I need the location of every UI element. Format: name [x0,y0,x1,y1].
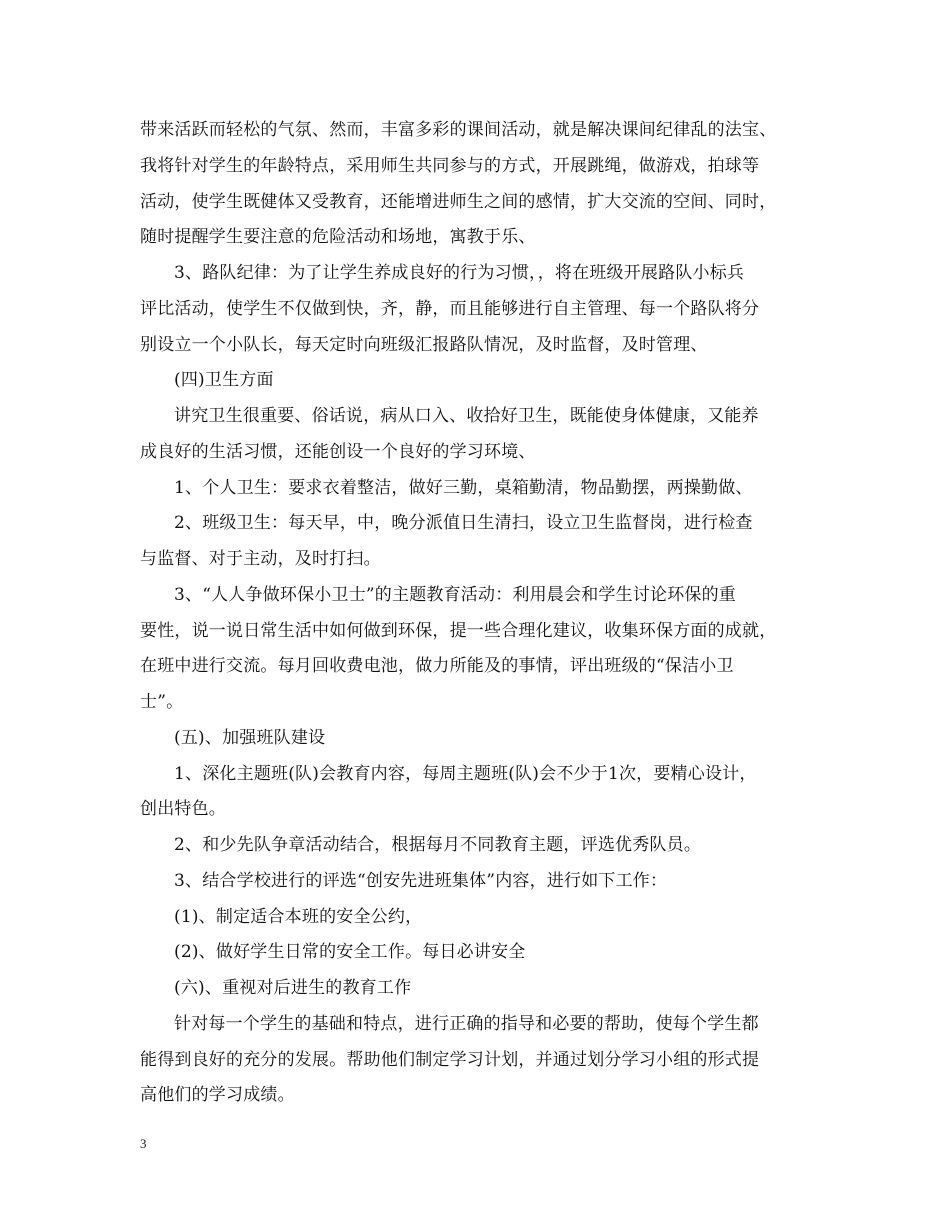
text-line: 能得到良好的充分的发展。帮助他们制定学习计划，并通过划分学习小组的形式提 [140,1049,760,1070]
text-line: 3、“人人争做环保小卫士”的主题教育活动：利用晨会和学生讨论环保的重 [174,584,736,605]
text-line: (六)、重视对后进生的教育工作 [174,978,412,998]
text-line: 评比活动，使学生不仅做到快，齐，静，而且能够进行自主管理、每一个路队将分 [140,298,760,319]
text-line: 讲究卫生很重要、俗话说，病从口入、收拾好卫生，既能使身体健康，又能养 [174,406,759,426]
text-line: (1)、制定适合本班的安全公约， [174,906,423,927]
text-line: 别设立一个小队长，每天定时向班级汇报路队情况，及时监督，及时管理、 [140,334,708,355]
page-number: 3 [140,1136,147,1151]
text-line: 要性，说一说日常生活中如何做到环保，提一些合理化建议，收集环保方面的成就， [140,620,777,641]
text-line: 2、班级卫生：每天早，中，晚分派值日生清扫，设立卫生监督岗，进行检查 [174,513,753,534]
text-line: 我将针对学生的年龄特点，采用师生共同参与的方式，开展跳绳，做游戏，拍球等 [140,155,760,176]
text-line: 3、路队纪律：为了让学生养成良好的行为习惯，，将在班级开展路队小标兵 [174,263,745,283]
text-line: 随时提醒学生要注意的危险活动和场地，寓教于乐、 [140,227,536,248]
text-line: 在班中进行交流。每月回收费电池，做力所能及的事情，评出班级的“保洁小卫 [140,656,734,677]
text-line: 成良好的生活习惯，还能创设一个良好的学习环境、 [140,441,536,462]
text-line: 3、结合学校进行的评选“创安先进班集体”内容，进行如下工作： [174,870,668,891]
text-line: 创出特色。 [140,799,226,820]
text-line: 1、深化主题班(队)会教育内容，每周主题班(队)会不少于1次，要精心设计， [174,763,757,784]
text-line: (五)、加强班队建设 [174,727,326,748]
text-line: 2、和少先队争章活动结合，根据每月不同教育主题，评选优秀队员。 [174,835,702,855]
text-line: 士”。 [140,692,184,712]
text-line: 高他们的学习成绩。 [140,1085,295,1106]
text-line: 1、个人卫生：要求衣着整洁，做好三勤，桌箱勤清，物品勤摆，两操勤做、 [174,477,753,498]
text-line: (四)卫生方面 [174,370,274,391]
text-line: 与监督、对于主动，及时打扫。 [140,549,381,569]
text-line: 带来活跃而轻松的气氛、然而，丰富多彩的课间活动，就是解决课间纪律乱的法宝、 [140,120,777,140]
text-line: 针对每一个学生的基础和特点，进行正确的指导和必要的帮助，使每个学生都 [174,1013,759,1034]
text-line: (2)、做好学生日常的安全工作。每日必讲安全 [174,942,526,963]
text-line: 活动，使学生既健体又受教育，还能增进师生之间的感情，扩大交流的空间、同时， [140,191,777,212]
document-body [140,113,830,1114]
